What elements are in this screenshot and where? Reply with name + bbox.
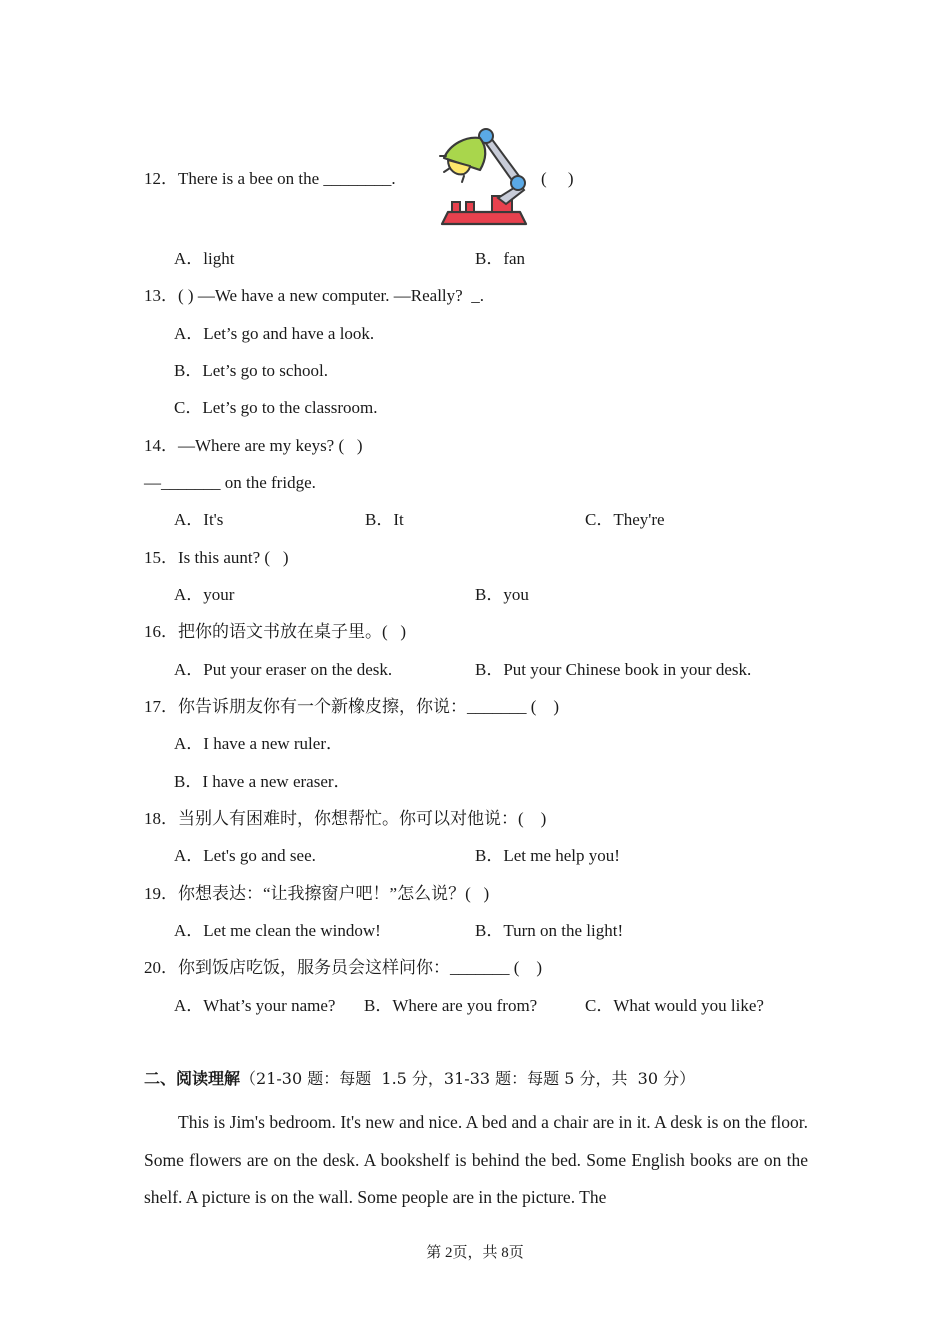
q20-stem: 20．你到饭店吃饭，服务员会这样问你：_______ ( ) xyxy=(144,958,543,977)
q18-option-b: B．Let me help you! xyxy=(475,846,620,865)
q20-option-b: B．Where are you from? xyxy=(364,996,538,1015)
q14-option-b: B．It xyxy=(365,510,404,529)
q13-option-b: B．Let’s go to school. xyxy=(174,361,328,380)
q14-option-a: A．It's xyxy=(174,510,224,529)
q16-stem: 16．把你的语文书放在桌子里。( ) xyxy=(144,622,407,641)
q14-stem: 14．—Where are my keys? ( ) xyxy=(144,436,363,455)
q20-option-c: C．What would you like? xyxy=(585,996,764,1015)
q15-stem: 15．Is this aunt? ( ) xyxy=(144,548,289,567)
q18-stem: 18．当别人有困难时，你想帮忙。你可以对他说：( ) xyxy=(144,809,547,828)
q19-option-b: B．Turn on the light! xyxy=(475,921,624,940)
q15-option-a: A．your xyxy=(174,585,235,604)
q13-option-a: A．Let’s go and have a look. xyxy=(174,324,375,343)
q14-line2: —_______ on the fridge. xyxy=(144,473,316,492)
page-number: 第 2页，共 8页 xyxy=(426,1245,524,1261)
q16-option-b: B．Put your Chinese book in your desk. xyxy=(475,660,752,679)
desk-lamp-icon xyxy=(436,126,532,228)
q17-stem: 17．你告诉朋友你有一个新橡皮擦，你说：_______ ( ) xyxy=(144,697,560,716)
q12-answer-paren: ( ) xyxy=(541,169,574,188)
q12-option-b: B．fan xyxy=(475,249,526,268)
q14-option-c: C．They're xyxy=(585,510,665,529)
q19-option-a: A．Let me clean the window! xyxy=(174,921,381,940)
section-heading-title: 二、阅读理解 xyxy=(144,1069,241,1088)
q12-stem: 12．There is a bee on the ________. xyxy=(144,169,396,188)
q17-option-a: A．I have a new ruler． xyxy=(174,734,343,753)
q13-stem: 13．( ) —We have a new computer. —Really? _. xyxy=(144,286,484,305)
section-heading-scoring: （21-30 题：每题 1.5 分，31-33 题：每题 5 分，共 30 分） xyxy=(240,1069,696,1088)
q15-option-b: B．you xyxy=(475,585,529,604)
q12-option-a: A．light xyxy=(174,249,235,268)
q17-option-b: B．I have a new eraser． xyxy=(174,772,351,791)
q18-option-a: A．Let's go and see. xyxy=(174,846,316,865)
section-heading xyxy=(144,1068,695,1090)
q13-option-c: C．Let’s go to the classroom. xyxy=(174,398,378,417)
reading-passage: This is Jim's bedroom. It's new and nice. A bed and a chair are in it. A desk is on the floor. Some flowers are on the desk. A bookshelf is behind the bed. Some English books are on the shelf. A picture is on the wall. Some people are in the picture. The xyxy=(144,1112,808,1207)
q19-stem: 19．你想表达：“让我擦窗户吧！”怎么说？( ) xyxy=(144,884,490,903)
q16-option-a: A．Put your eraser on the desk. xyxy=(174,660,393,679)
q20-option-a: A．What’s your name? xyxy=(174,996,336,1015)
